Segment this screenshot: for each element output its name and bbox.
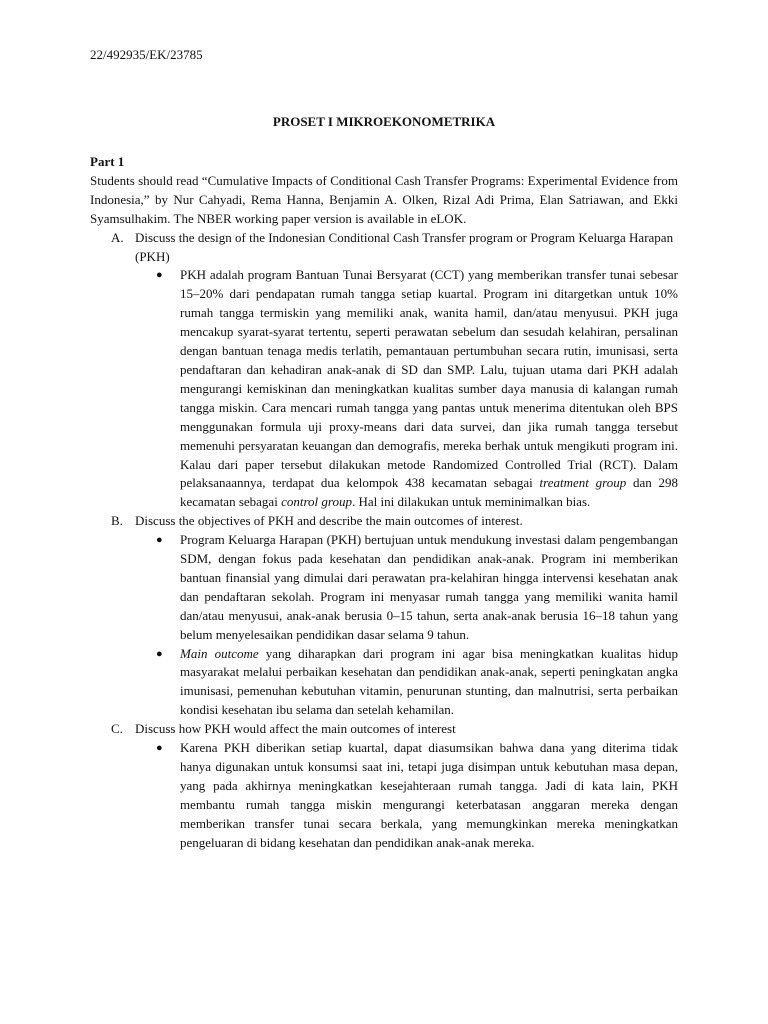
bullet-icon: ●: [156, 534, 163, 547]
section-b-title: Discuss the objectives of PKH and describe the main outcomes of interest.: [135, 513, 523, 529]
bullet-icon: ●: [156, 647, 163, 660]
section-b-bullet-1: [90, 531, 678, 644]
main-outcome-term: Main outcome: [180, 645, 259, 661]
part-intro: Students should read “Cumulative Impacts of Conditional Cash Transfer Programs: Experimental Evidence from Indonesia,” by Nur Cahyadi, Rema Hanna, Benjamin A. Olken, Rizal Adi Prima, Elan Satriawan, and Ekki Syamsulhakim. The NBER working paper version is available in eLOK.: [90, 172, 678, 226]
part-heading: Part 1: [90, 154, 125, 169]
section-c-letter: C.: [111, 721, 123, 737]
bullet-text: Program Keluarga Harapan (PKH) bertujuan untuk mendukung investasi dalam pengembangan SDM, dengan fokus pada kesehatan dan pendidikan anak-anak. Program ini memberikan bantuan finansial yang dimulai dari perawatan pra-kelahiran hingga intervensi kesehatan anak dan pendaftaran sekolah. Program ini menyasar rumah tangga yang memiliki wanita hamil dan/atau menyusui, anak-anak berusia 0–15 tahun, serta anak-anak berusia 16–18 tahun yang belum menyelesaikan pendidikan dasar selama 9 tahun.: [180, 532, 678, 642]
section-a-letter: A.: [111, 229, 124, 245]
section-b-bullet-2: [90, 645, 678, 721]
document-title: PROSET I MIKROEKONOMETRIKA: [272, 114, 496, 129]
section-c-bullet-1: [90, 739, 678, 852]
document-body: [90, 153, 678, 853]
bullet-text-part: . Hal ini dilakukan untuk meminimalkan bias.: [351, 494, 591, 510]
bullet-text: Karena PKH diberikan setiap kuartal, dapat diasumsikan bahwa dana yang diterima tidak hanya digunakan untuk konsumsi saat ini, tetapi juga disimpan untuk kebutuhan masa depan, yang pada akhirnya meningkatkan kesejahteraan rumah tangga. Jadi di kata lain, PKH membantu rumah tangga miskin mengurangi keterbatasan anggaran mereka dengan memberikan transfer tunai secara berkala, yang memungkinkan mereka meningkatkan pengeluaran di bidang kesehatan dan pendidikan anak-anak mereka.: [180, 740, 678, 850]
bullet-text: yang diharapkan dari program ini agar bisa meningkatkan kualitas hidup masyarakat melalui perbaikan kesehatan dan pendidikan anak-anak, seperti peningkatan angka imunisasi, pemenuhan kebutuhan vitamin, penurunan stunting, dan malnutrisi, serta perbaikan kondisi kesehatan ibu selama dan setelah kehamilan.: [180, 645, 679, 718]
bullet-text-part: dan 298 kecamatan sebagai: [180, 475, 679, 510]
section-a: [90, 229, 678, 267]
document-id: 22/492935/EK/23785: [90, 47, 203, 62]
bullet-text-part: PKH adalah program Bantuan Tunai Bersyarat (CCT) yang memberikan transfer tunai sebesar 15–20% dari pendapatan rumah tangga setiap kuartal. Program ini ditargetkan untuk 10% rumah tangga termiskin yang memiliki anak, wanita hamil, dan/atau menyusui. PKH juga mencakup syarat-syarat tertentu, seperti perawatan sebelum dan sesudah kelahiran, persalinan dengan bantuan tenaga medis terlatih, pemantauan pertumbuhan secara rutin, imunisasi, serta pendaftaran dan kehadiran anak-anak di SD dan SMP. Lalu, tujuan utama dari PKH adalah mengurangi kemiskinan dan meningkatkan kualitas sumber daya manusia di kalangan rumah tangga miskin. Cara mencari rumah tangga yang pantas untuk menerima ditentukan oleh BPS menggunakan formula uji proxy-means dari data survei, dan jika rumah tangga tersebut memenuhi persyaratan keuangan dan demografis, mereka berhak untuk mengikuti program ini. Kalau dari paper tersebut dilakukan metode Randomized Controlled Trial (RCT). Dalam pelaksanaannya, terdapat dua kelompok 438 kecamatan sebagai: [180, 267, 678, 491]
section-c-title: Discuss how PKH would affect the main outcomes of interest: [135, 721, 456, 737]
bullet-icon: ●: [156, 742, 163, 755]
control-group-term: control group: [281, 494, 352, 510]
section-c: [90, 720, 678, 739]
section-b: [90, 512, 678, 531]
treatment-group-term: treatment group: [539, 475, 627, 491]
section-a-bullet-1: [90, 266, 678, 512]
section-b-letter: B.: [111, 513, 123, 529]
bullet-icon: ●: [156, 269, 163, 282]
section-a-title: Discuss the design of the Indonesian Conditional Cash Transfer program or Program Keluarga Harapan (PKH): [135, 229, 674, 264]
